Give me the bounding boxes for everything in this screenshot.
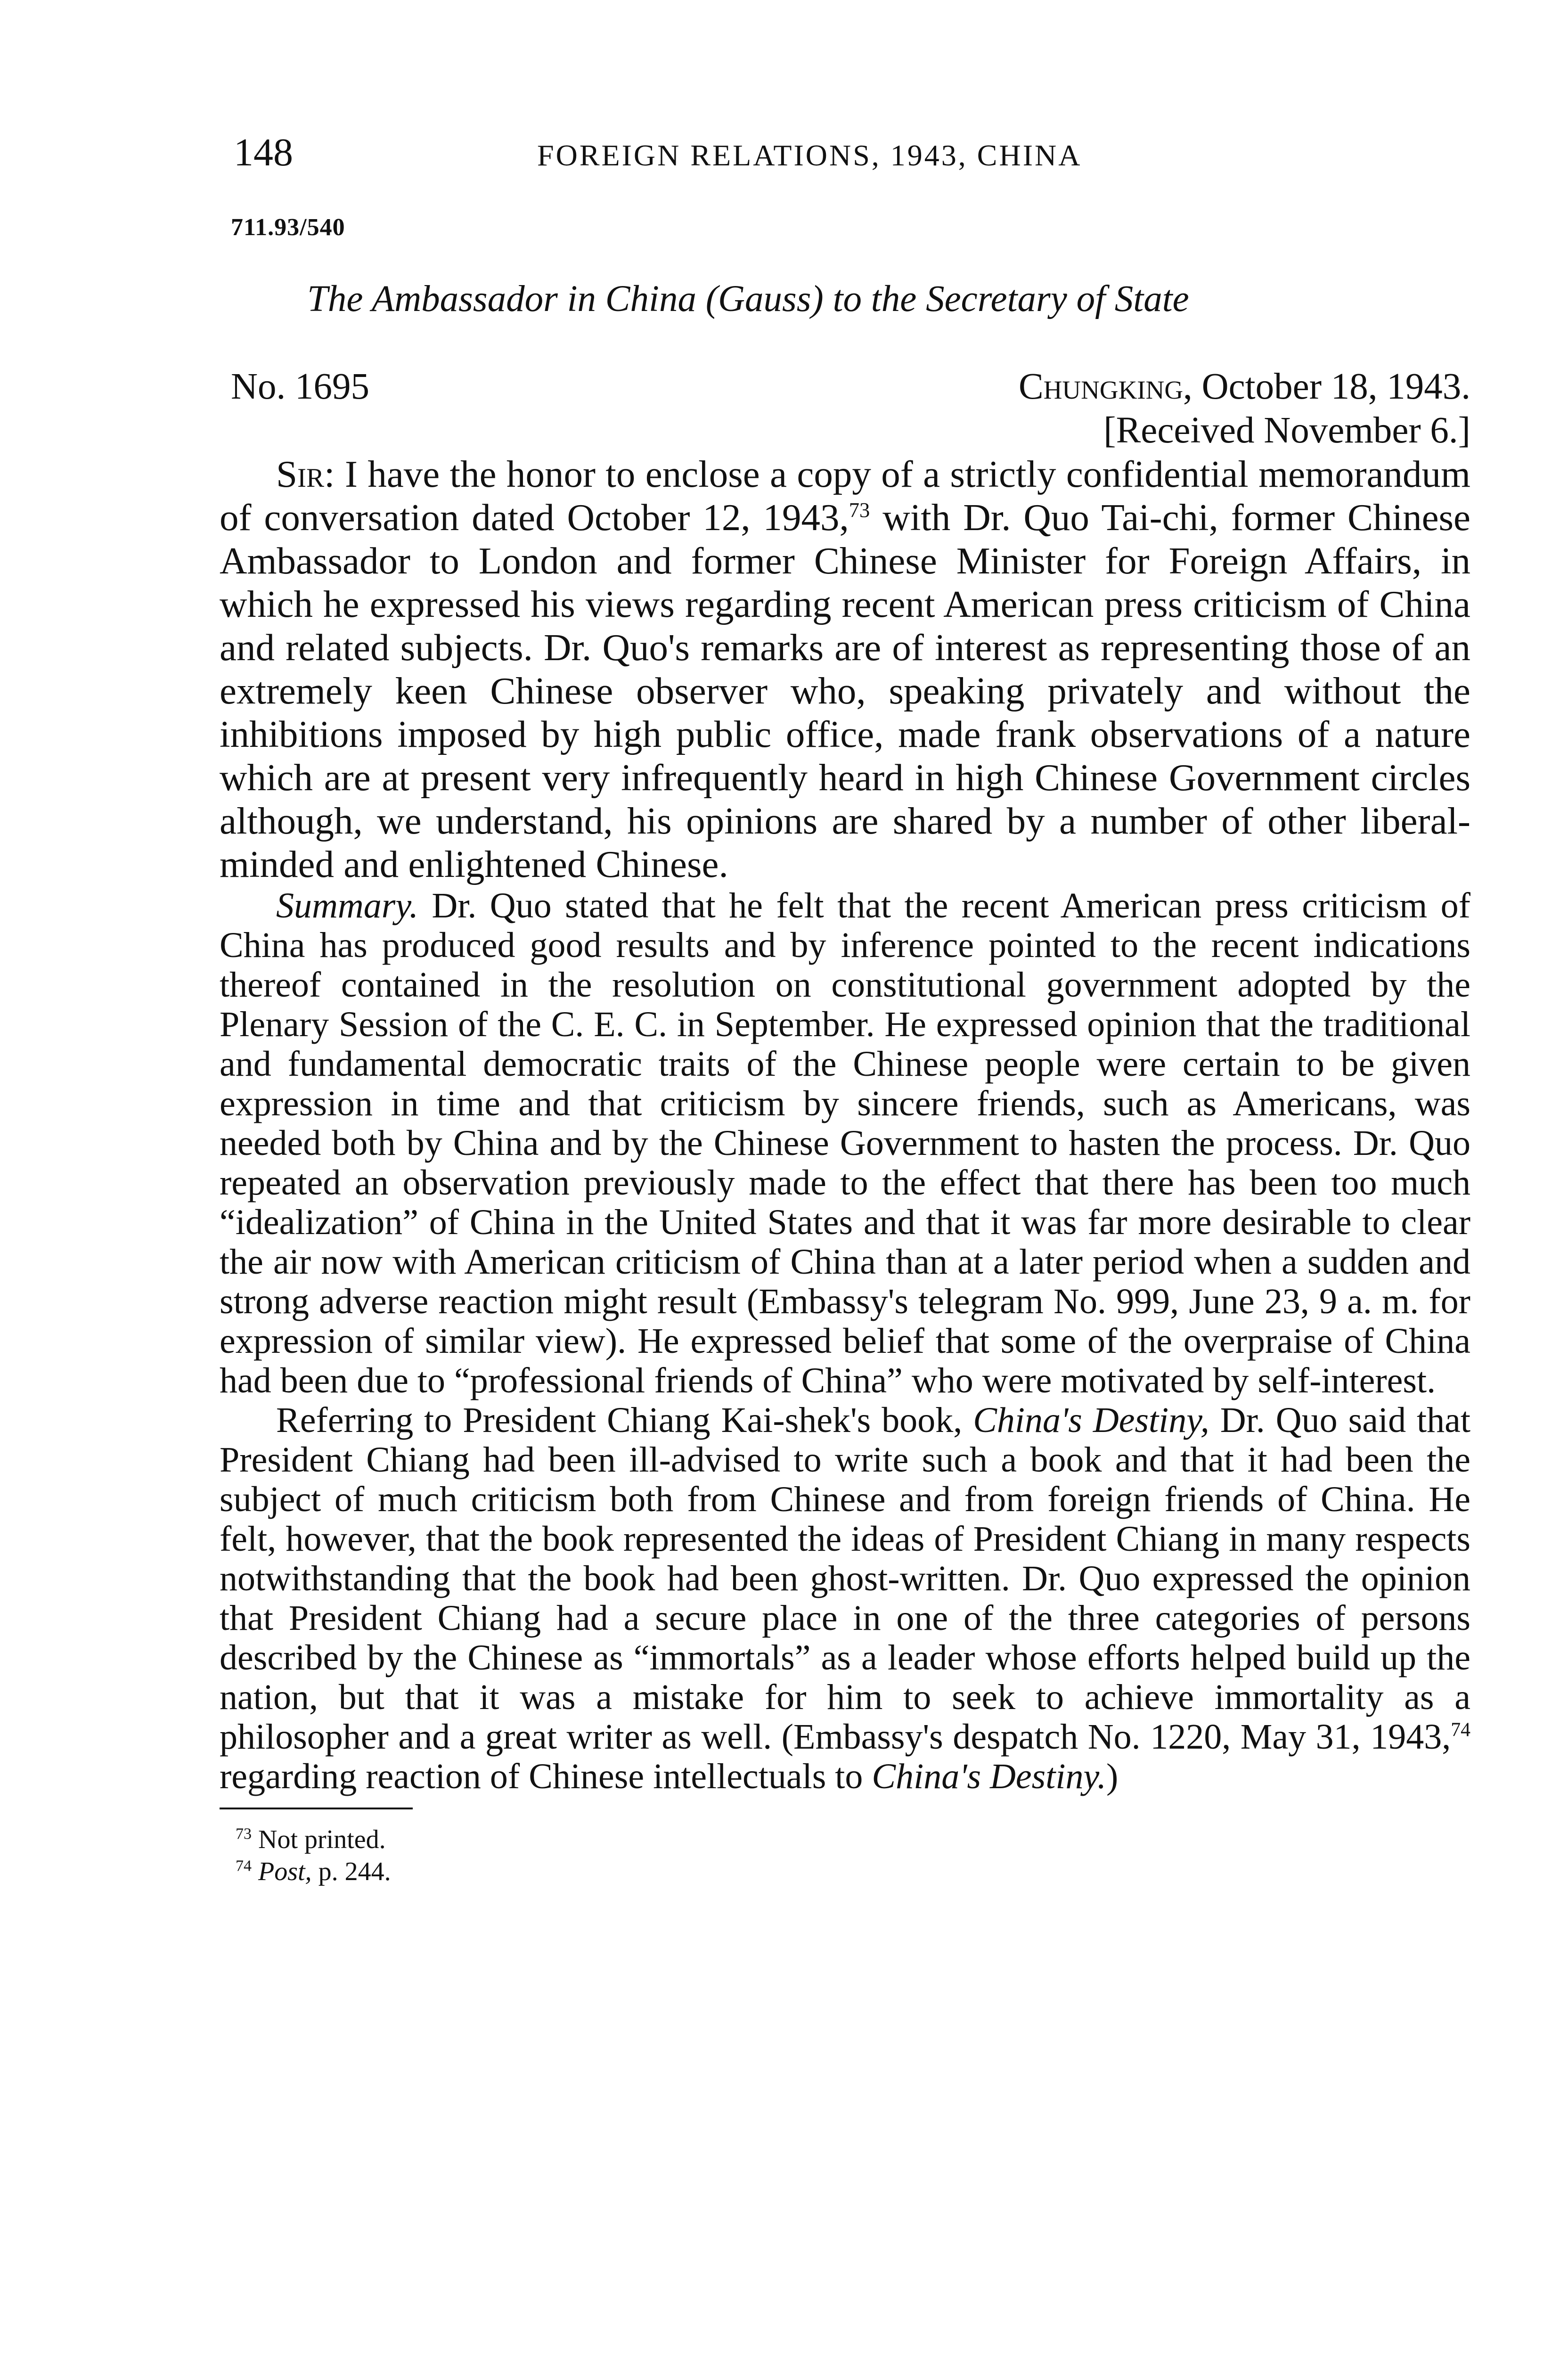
footnote-divider: [220, 1808, 413, 1809]
paragraph-opening-text-a: I have the honor to enclose a copy of a strictly confidential memorandum of conversation dated October 12, 1943,: [220, 453, 1470, 539]
footnote-mark: 73: [236, 1825, 252, 1843]
running-head-title: FOREIGN RELATIONS, 1943, CHINA: [537, 139, 1082, 172]
summary-text: Dr. Quo stated that he felt that the recent American press criticism of China has produced good results and by inference pointed to the recent indications thereof contained in the resolution on constitutional government adopted by the Plenary Session of the C. E. C. in September. He expressed opinion that the traditional and fundamental democratic traits of the Chinese people were certain to be given expression in time and that criticism by sincere friends, such as Americans, was needed both by China and by the Chinese Government to hasten the process. Dr. Quo repeated an observation previously made to the effect that there has been too much “idealization” of China in the United States and that it was far more desirable to clear the air now with American criticism of China than at a later period when a sudden and strong adverse reaction might result (Embassy's telegram No. 999, June 23, 9 a. m. for expression of similar view). He expressed belief that some of the overpraise of China had been due to “professional friends of China” who were motivated by self-interest.: [220, 886, 1470, 1400]
paragraph-summary: [220, 886, 1470, 1400]
document-number: No. 1695: [231, 366, 370, 407]
running-head: [220, 130, 1470, 181]
paragraph-opening: [220, 452, 1470, 886]
footnote-ref-73: 73: [849, 498, 870, 522]
dateline-date: October 18, 1943.: [1201, 366, 1470, 407]
book-title-2: China's Destiny.: [872, 1757, 1107, 1796]
salutation: Sir:: [276, 453, 335, 495]
footnote-74: [220, 1856, 1470, 1888]
footnote-ref-74: 74: [1451, 1719, 1470, 1741]
footnote-italic: Post,: [258, 1857, 312, 1886]
document-title: The Ambassador in China (Gauss) to the Secretary of State: [307, 278, 1189, 319]
file-number: 711.93/540: [231, 214, 345, 241]
paragraph-book-text-b: Dr. Quo said that President Chiang had been ill-advised to write such a book and that it had been the subject of much criticism both from Chinese and from foreign friends of China. He felt, however, that the book represented the ideas of President Chiang in many respects notwithstanding that the book had been ghost-written. Dr. Quo expressed the opinion that President Chiang had a secure place in one of the three categories of persons described by the Chinese as “immortals” as a leader whose efforts helped build up the nation, but that it was a mistake for him to seek to achieve immortality as a philosopher and a great writer as well. (Embassy's despatch No. 1220, May 31, 1943,: [220, 1400, 1471, 1757]
footnote-mark: 74: [236, 1857, 252, 1875]
book-title: China's Destiny,: [973, 1400, 1209, 1440]
footnote-text: Not printed.: [258, 1825, 386, 1854]
document-page: [220, 130, 1470, 1888]
paragraph-book-text-c: regarding reaction of Chinese intellectuals to: [220, 1757, 863, 1796]
summary-label: Summary.: [276, 886, 418, 925]
paragraph-opening-text-b: with Dr. Quo Tai-chi, former Chinese Ambassador to London and former Chinese Minister for Foreign Affairs, in which he expressed his views regarding recent American press criticism of China and related subjects. Dr. Quo's remarks are of interest as representing those of an extremely keen Chinese observer who, speaking privately and without the inhibitions imposed by high public office, made frank observations of a nature which are at present very infrequently heard in high Chinese Government circles although, we understand, his opinions are shared by a number of other liberal-minded and enlightened Chinese.: [220, 496, 1471, 885]
page-number: 148: [234, 131, 293, 174]
footnote-73: [220, 1824, 1470, 1856]
footnote-text: p. 244.: [318, 1857, 391, 1886]
dateline-place: Chungking,: [1019, 366, 1192, 407]
dateline: [1019, 366, 1470, 408]
document-number-line: [220, 366, 1470, 409]
paragraph-book-text-a: Referring to President Chiang Kai-shek's book,: [276, 1400, 963, 1440]
paragraph-book-close: ): [1106, 1757, 1119, 1796]
received-date: [Received November 6.]: [1103, 410, 1470, 451]
paragraph-book: [220, 1400, 1470, 1796]
